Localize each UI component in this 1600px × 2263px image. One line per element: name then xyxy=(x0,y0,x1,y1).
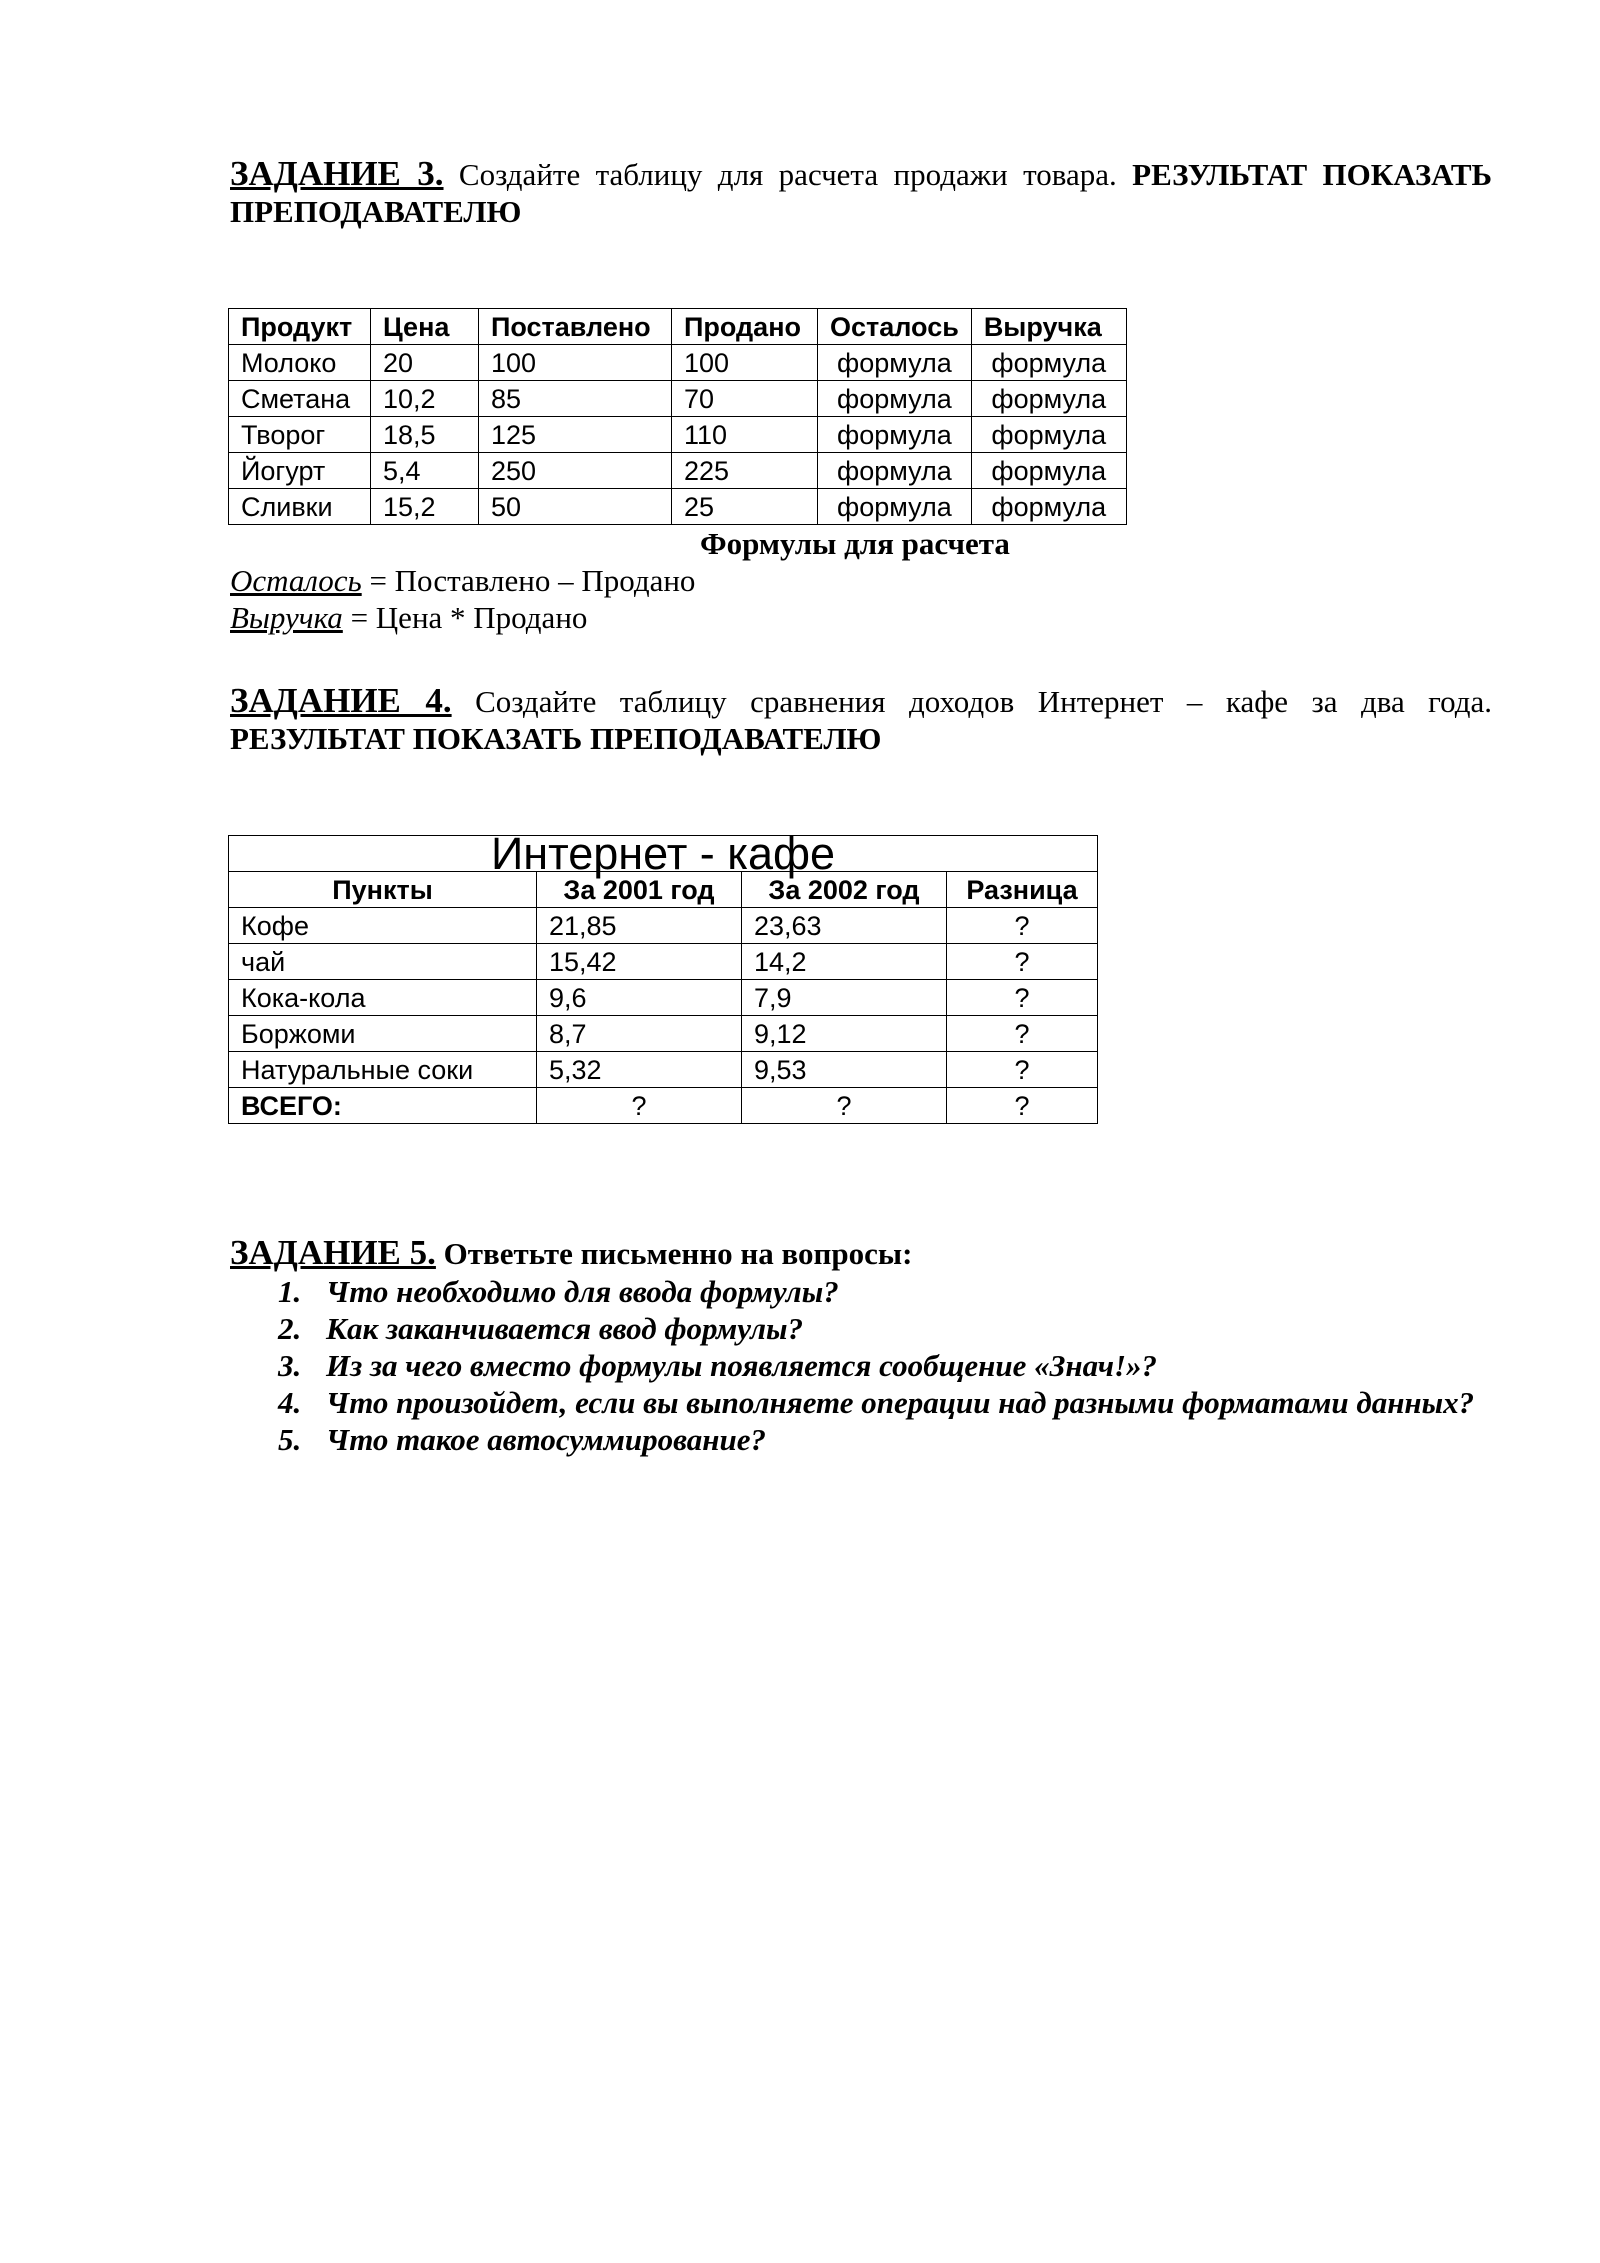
question-number: 3. xyxy=(278,1348,302,1383)
col-header-difference: Разница xyxy=(947,872,1098,908)
formula-term: Выручка xyxy=(230,600,343,635)
table-cell: ? xyxy=(742,1088,947,1124)
list-item xyxy=(230,1384,1492,1421)
formula-term: Осталось xyxy=(230,563,362,598)
formula-expression: = Поставлено – Продано xyxy=(361,563,696,598)
table-cell: ? xyxy=(537,1088,742,1124)
table-cell: формула xyxy=(971,345,1126,381)
table-cell: формула xyxy=(971,381,1126,417)
col-header-price: Цена xyxy=(371,309,479,345)
table-cell: 100 xyxy=(479,345,672,381)
question-number: 2. xyxy=(278,1311,302,1346)
question-text: Как заканчивается ввод формулы? xyxy=(326,1311,804,1346)
task4-title: ЗАДАНИЕ 4. xyxy=(230,681,452,720)
table-cell: ? xyxy=(947,1052,1098,1088)
total-label: ВСЕГО: xyxy=(229,1088,537,1124)
table-total-row xyxy=(229,1088,1098,1124)
task3-text: Создайте таблицу для расчета продажи товара. xyxy=(458,157,1117,192)
question-number: 4. xyxy=(278,1385,302,1420)
table-cell: формула xyxy=(818,417,972,453)
question-text: Что произойдет, если вы выполняете операции над разными форматами данных? xyxy=(326,1385,1475,1420)
cafe-table xyxy=(228,827,1098,1124)
task4-emphasis: РЕЗУЛЬТАТ ПОКАЗАТЬ ПРЕПОДАВАТЕЛЮ xyxy=(230,721,882,756)
table-cell: 25 xyxy=(672,489,818,525)
col-header-2001: За 2001 год xyxy=(537,872,742,908)
list-item xyxy=(230,1347,1492,1384)
table-cell: 70 xyxy=(672,381,818,417)
table-row xyxy=(229,1052,1098,1088)
table-cell: 110 xyxy=(672,417,818,453)
task5-title: ЗАДАНИЕ 5. xyxy=(230,1233,436,1272)
task3-emphasis: РЕЗУЛЬТАТ ПОКАЗАТЬ ПРЕПОДАВАТЕЛЮ xyxy=(230,157,1493,229)
table-row xyxy=(229,944,1098,980)
formula-remaining xyxy=(230,562,695,599)
table-cell: 125 xyxy=(479,417,672,453)
list-item xyxy=(230,1273,1492,1310)
table-cell: ? xyxy=(947,944,1098,980)
table-cell: 250 xyxy=(479,453,672,489)
table-cell: ? xyxy=(947,1016,1098,1052)
question-text: Что необходимо для ввода формулы? xyxy=(326,1274,839,1309)
table-cell: формула xyxy=(818,489,972,525)
task5-heading xyxy=(230,1234,912,1272)
table-cell: Сливки xyxy=(229,489,371,525)
col-header-2002: За 2002 год xyxy=(742,872,947,908)
table-cell: Творог xyxy=(229,417,371,453)
col-header-items: Пункты xyxy=(229,872,537,908)
table-row xyxy=(229,417,1127,453)
table-row xyxy=(229,381,1127,417)
table-cell: Молоко xyxy=(229,345,371,381)
table-cell: ? xyxy=(947,1088,1098,1124)
list-item xyxy=(230,1421,1492,1458)
table-cell: формула xyxy=(818,453,972,489)
table-title-row xyxy=(229,836,1098,872)
table-cell: Кока-кола xyxy=(229,980,537,1016)
col-header-product: Продукт xyxy=(229,309,371,345)
col-header-sold: Продано xyxy=(672,309,818,345)
list-item xyxy=(230,1310,1492,1347)
table-cell: формула xyxy=(971,417,1126,453)
question-number: 5. xyxy=(278,1422,302,1457)
table-cell: Йогурт xyxy=(229,453,371,489)
col-header-supplied: Поставлено xyxy=(479,309,672,345)
table-row xyxy=(229,345,1127,381)
sales-table xyxy=(228,308,1127,525)
formula-expression: = Цена * Продано xyxy=(342,600,588,635)
table-cell: 8,7 xyxy=(537,1016,742,1052)
question-text: Что такое автосуммирование? xyxy=(326,1422,766,1457)
table-cell: формула xyxy=(971,453,1126,489)
task5-text: Ответьте письменно на вопросы: xyxy=(435,1236,913,1271)
question-text: Из за чего вместо формулы появляется сообщение «Знач!»? xyxy=(326,1348,1158,1383)
task3-heading xyxy=(230,155,1492,230)
table-cell: 9,12 xyxy=(742,1016,947,1052)
col-header-remaining: Осталось xyxy=(818,309,972,345)
table-cell: 5,32 xyxy=(537,1052,742,1088)
table-title: Интернет - кафе xyxy=(229,836,1098,872)
table-row xyxy=(229,908,1098,944)
table-cell: ? xyxy=(947,908,1098,944)
table-cell: чай xyxy=(229,944,537,980)
table-cell: формула xyxy=(818,345,972,381)
table-cell: 50 xyxy=(479,489,672,525)
col-header-revenue: Выручка xyxy=(971,309,1126,345)
table-cell: 85 xyxy=(479,381,672,417)
formulas-title: Формулы для расчета xyxy=(700,526,1010,561)
table-cell: формула xyxy=(971,489,1126,525)
table-cell: Боржоми xyxy=(229,1016,537,1052)
table-cell: 21,85 xyxy=(537,908,742,944)
task4-heading xyxy=(230,682,1492,757)
question-number: 1. xyxy=(278,1274,302,1309)
table-header-row xyxy=(229,309,1127,345)
table-row xyxy=(229,489,1127,525)
table-row xyxy=(229,980,1098,1016)
table-cell: Кофе xyxy=(229,908,537,944)
table-cell: 15,2 xyxy=(371,489,479,525)
table-cell: 18,5 xyxy=(371,417,479,453)
table-cell: 14,2 xyxy=(742,944,947,980)
table-row xyxy=(229,453,1127,489)
table-cell: 9,53 xyxy=(742,1052,947,1088)
table-cell: 23,63 xyxy=(742,908,947,944)
table-cell: формула xyxy=(818,381,972,417)
table-cell: 15,42 xyxy=(537,944,742,980)
questions-list xyxy=(230,1273,1492,1458)
table-cell: Натуральные соки xyxy=(229,1052,537,1088)
formula-revenue xyxy=(230,599,587,636)
table-cell: 9,6 xyxy=(537,980,742,1016)
table-header-row xyxy=(229,872,1098,908)
table-cell: 20 xyxy=(371,345,479,381)
table-cell: 100 xyxy=(672,345,818,381)
table-cell: Сметана xyxy=(229,381,371,417)
table-cell: 7,9 xyxy=(742,980,947,1016)
table-cell: 10,2 xyxy=(371,381,479,417)
task4-text: Создайте таблицу сравнения доходов Интернет – кафе за два года. xyxy=(475,684,1492,719)
table-row xyxy=(229,1016,1098,1052)
table-cell: 5,4 xyxy=(371,453,479,489)
task3-title: ЗАДАНИЕ 3. xyxy=(230,154,444,193)
table-cell: 225 xyxy=(672,453,818,489)
table-cell: ? xyxy=(947,980,1098,1016)
